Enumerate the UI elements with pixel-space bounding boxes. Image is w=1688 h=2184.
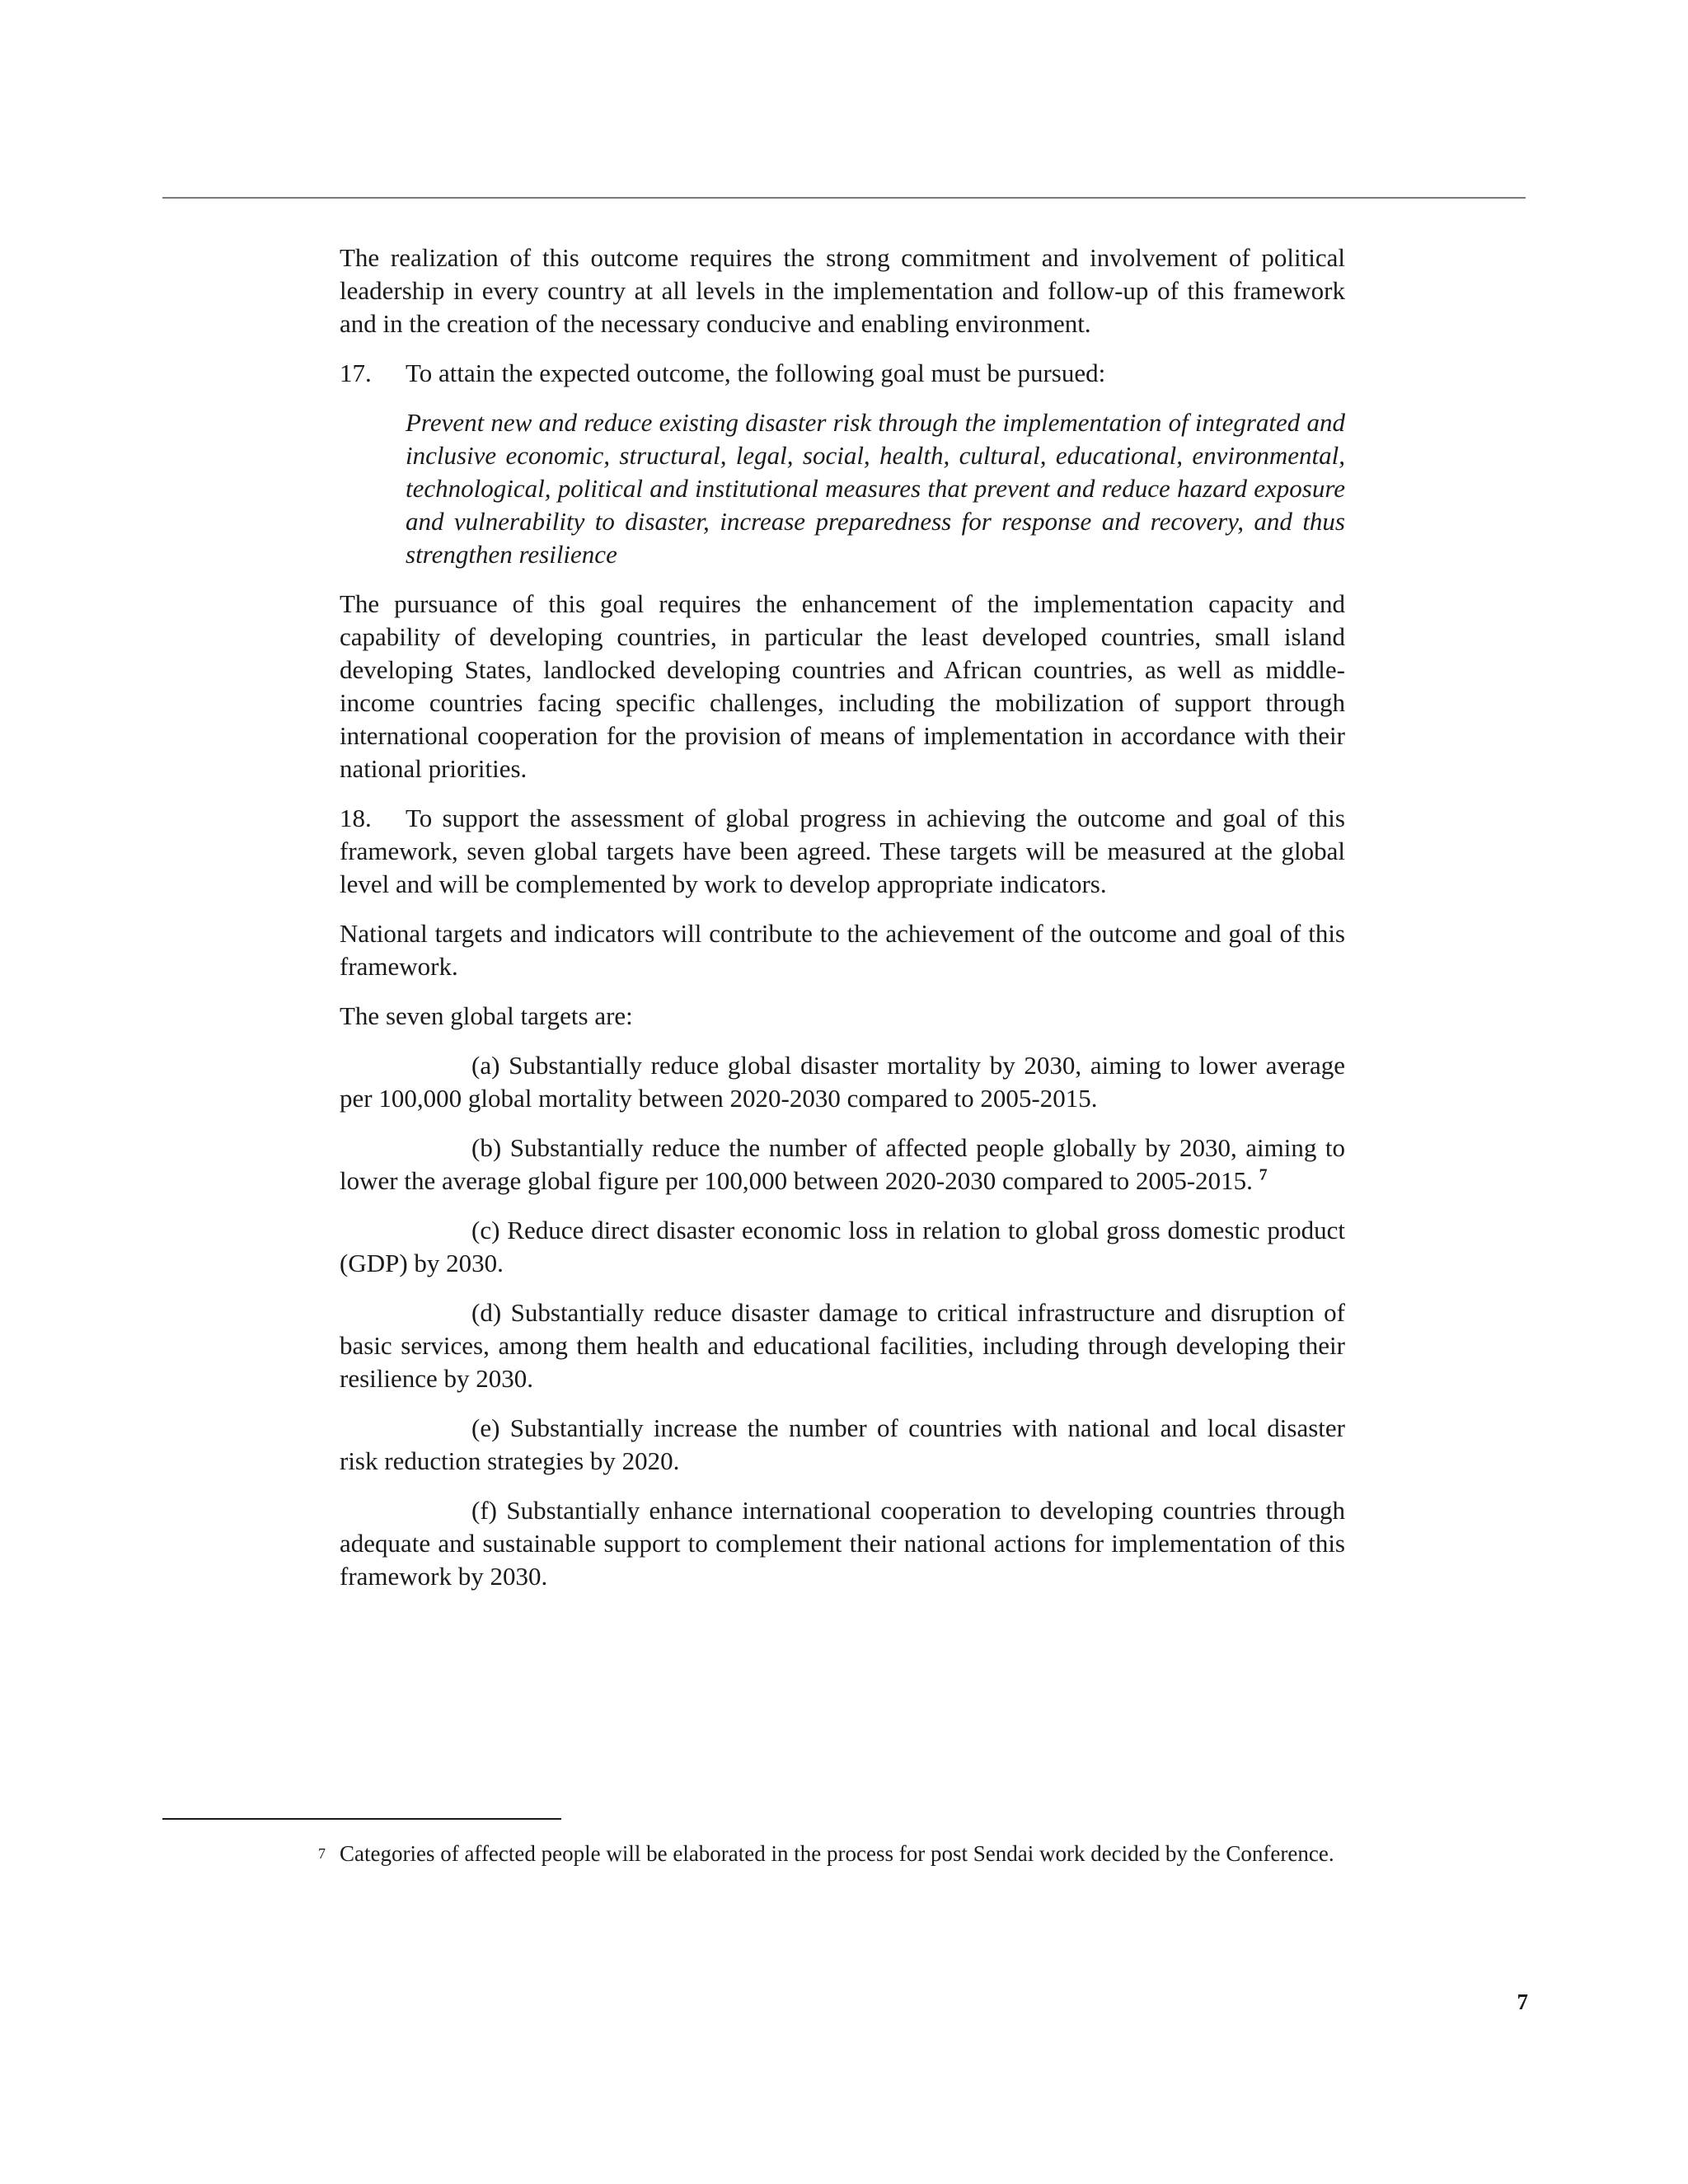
- target-text: Substantially reduce the number of affected people globally by 2030, aiming to lower the average global figure per 100,000 between 2020-2030 compared to 2005-2015.: [340, 1133, 1345, 1195]
- target-text: Substantially reduce global disaster mortality by 2030, aiming to lower average per 100,000 global mortality between 2020-2030 compared to 2005-2015.: [340, 1051, 1346, 1113]
- target-item-a: [340, 1049, 1345, 1115]
- footnote-mark: 7: [318, 1845, 326, 1862]
- target-item-c: [340, 1214, 1345, 1280]
- paragraph-text: To attain the expected outcome, the following goal must be pursued:: [406, 359, 1106, 387]
- footnote-separator: [162, 1818, 561, 1820]
- paragraph-pursuance: The pursuance of this goal requires the enhancement of the implementation capacity and capability of developing countries, in particular the least developed countries, small island developing States, landlocked developing countries and African countries, as well as middle-income countries facing specific challenges, including the mobilization of support through international cooperation for the provision of means of implementation in accordance with their national priorities.: [340, 589, 1345, 783]
- footnote-reference[interactable]: 7: [1259, 1165, 1268, 1184]
- paragraph-18: [340, 802, 1345, 901]
- target-label: (e): [471, 1413, 500, 1442]
- paragraph-number: 18.: [340, 804, 372, 832]
- paragraph-national: National targets and indicators will contribute to the achievement of the outcome and goal of this framework.: [340, 919, 1345, 981]
- paragraph-number: 17.: [340, 359, 372, 387]
- target-item-d: [340, 1296, 1345, 1395]
- target-label: (f): [471, 1496, 497, 1525]
- target-label: (d): [471, 1298, 502, 1327]
- target-label: (a): [471, 1051, 500, 1080]
- target-text: Substantially enhance international cooperation to developing countries through adequate and sustainable support to complement their national actions for implementation of this framework by 2030.: [340, 1496, 1346, 1591]
- paragraph-seven-targets: The seven global targets are:: [340, 1001, 633, 1030]
- target-item-f: [340, 1494, 1345, 1593]
- body-text: [340, 241, 1345, 1610]
- target-item-e: [340, 1412, 1345, 1478]
- goal-statement: Prevent new and reduce existing disaster risk through the implementation of integrated and inclusive economic, structural, legal, social, health, cultural, educational, environmental, technological, political and institutional measures that prevent and reduce hazard exposure and vulnerability to disaster, increase preparedness for response and recovery, and thus strengthen resilience: [406, 408, 1345, 569]
- paragraph-outcome: The realization of this outcome requires the strong commitment and involvement of political leadership in every country at all levels in the implementation and follow-up of this framework and in the creation of the necessary conducive and enabling environment.: [340, 243, 1345, 338]
- footnote-text: Categories of affected people will be elaborated in the process for post Sendai work decided by the Conference.: [340, 1841, 1334, 1866]
- target-text: Substantially increase the number of countries with national and local disaster risk reduction strategies by 2020.: [340, 1413, 1346, 1475]
- target-label: (b): [471, 1133, 502, 1162]
- paragraph-text: To support the assessment of global progress in achieving the outcome and goal of this framework, seven global targets have been agreed. These targets will be measured at the global level and will be complemented by work to develop appropriate indicators.: [340, 804, 1345, 898]
- footnote: [318, 1840, 1345, 1868]
- target-text: Substantially reduce disaster damage to critical infrastructure and disruption of basic services, among them health and educational facilities, including through developing their resilience by 2030.: [340, 1298, 1345, 1393]
- target-item-b: [340, 1132, 1345, 1197]
- header-rule: [162, 197, 1526, 199]
- page-number: 7: [1517, 1990, 1528, 2014]
- target-text: Reduce direct disaster economic loss in relation to global gross domestic product (GDP) by 2030.: [340, 1216, 1346, 1277]
- target-label: (c): [471, 1216, 500, 1244]
- paragraph-17: [340, 357, 1345, 390]
